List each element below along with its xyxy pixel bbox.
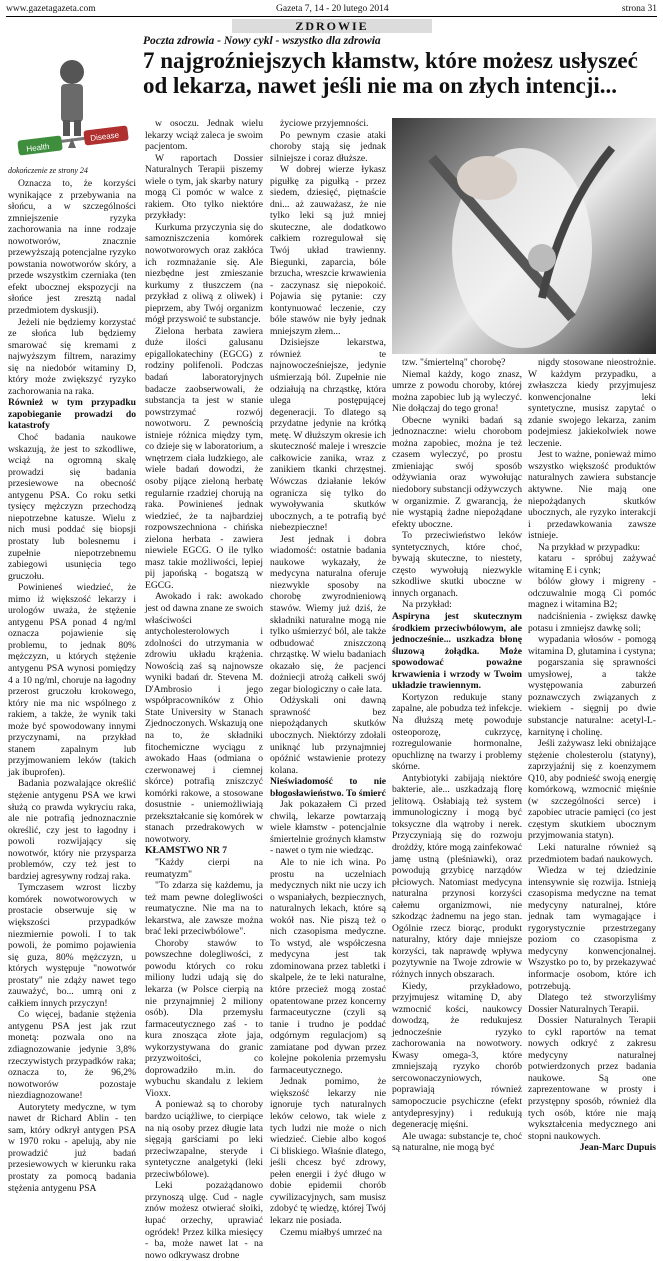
paragraph: "Każdy cierpi na reumatyzm"	[145, 857, 263, 880]
paragraph: KŁAMSTWO NR 7	[145, 845, 228, 857]
paragraph: W dobrej wierze łykasz pigułkę za pigułką - przez siedem, dziesięć, piętnaście dni... aż zauważasz, że nie tylko leki są już mniej skuteczne, ale dodatkowo całkiem rozregulował się Twój układ trawienny. Biegunki, zaparcia, bóle brzucha, wreszcie krwawienia - zaczynasz się niepokoić. Pojawia się pytanie: czy kontynuować leczenie, czy bóle stawów nie były jednak mniejszym złem...	[270, 164, 386, 337]
paragraph: Dzisiejsze lekarstwa, również te najnowocześniejsze, jedynie uśmierzają ból. Zupełnie nie odziałują na chrząstkę, która ulega postępującej degeneracji. To dlatego są przydatne jedynie na krótką metę. W dłuższym okresie ich skuteczność maleje i wreszcie całkowicie zanika, wraz z zanikiem tkanki chrzęstnej. Wówczas działanie leków ogranicza się tylko do wywoływania skutków ubocznych, a te potrafią być niebezpieczne!	[270, 337, 386, 534]
paragraph: w osoczu. Jednak wielu lekarzy wciąż zaleca je swoim pacjentom.	[145, 118, 263, 153]
paragraph: Wiedza w tej dziedzinie intensywnie się rozwija. Istnieją czasopisma medyczne na temat medycyny naturalnej, które jednak tam wymagające i rygorystycznie przestrzegany poziom co czasopisma z medycyny konwencjonalnej. Wszystko po to, by przekazywać informacje osobom, które ich potrzebują.	[528, 865, 656, 992]
paragraph: Kiedy, przykładowo, przyjmujesz witaminę D, aby wzmocnić kości, naukowcy dowodzą, że redukujesz jednocześnie ryzyko zachorowania na nowotwory. Kwasy omega-3, które zmniejszają ryzyko chorób sercowonaczyniowych, poprawiają również samopoczucie psychiczne (efekt antydepresyjny) i redukują degenerację mięśni.	[392, 980, 522, 1131]
paragraph: Czemu miałbyś umrzeć na	[280, 1226, 383, 1238]
paragraph: Kurkuma przyczynia się do samozniszczenia komórek nowotworowych oraz zakłóca ich rozmnażanie się. Ale niezbędne jest zmieszanie kurkumy z tłuszczem (na przykład z oliwą z oliwek) i pieprzem, aby Twój organizm mógł przyswoić te substancje.	[145, 221, 263, 326]
paragraph: Obecne wyniki badań są jednoznaczne: wielu chorobom można zapobiec, można je też czasem wyleczyć, po prostu zmieniając swój sposób odżywiania oraz wywołując niedobory substancji odżywczych w organizmie. Z gwarancją, że nie wystąpią żadne niepożądane efekty uboczne.	[392, 414, 523, 530]
paragraph: Jeśli zażywasz leki obniżające stężenie cholesterolu (statyny), zaprzyjaźnij się z koenzymem Q10, aby podnieść swoją energię komórkową, wzmocnić mięśnie (w szczególności serce) i zapobiec utracie pamięci (co jest częstym skutkiem ubocznym przyjmowania statyn).	[528, 738, 656, 842]
paragraph: To przeciwieństwo leków syntetycznych, które choć, bywają skuteczne, to niestety, często wywołują niezwykle szkodliwe skutki uboczne w innych organach.	[392, 530, 522, 599]
figure-label-disease: Disease	[89, 130, 120, 143]
paragraph: A ponieważ są to choroby bardzo uciążliwe, to cierpiące na nią osoby przez długie lata sięgają garściami po leki przeciwzapalne, steryde i syntetyczne analgetyki (leki przeciwbólowe).	[145, 1099, 263, 1180]
paragraph: Po pewnym czasie ataki choroby stają się jednak silniejsze i coraz dłuższe.	[270, 129, 386, 164]
paragraph: Co więcej, badanie stężenia antygenu PSA jest jak rzut monetą: pozwala ono na zdiagnozowanie jedynie 3,8% rzeczywistych przypadków raka; oznacza to, że 96,2% nowotworów pozostaje niezdiagnozowane!	[8, 1009, 136, 1102]
site-url[interactable]: www.gazetagazeta.com	[6, 4, 96, 14]
figure-caption: dokończenie ze strony 24	[8, 166, 88, 175]
paragraph: Leki naturalne również są przedmiotem badań naukowych.	[528, 841, 656, 865]
paragraph: Awokado i rak: awokado jest od dawna znane ze swoich właściwości antycholesterolowych i zdolności do utrzymania w zdrowiu układu krążenia. Nowością zaś są najnowsze wyniki badań dr. Stevena M. D'Ambrosio i jego współpracowników z Ohio State University w Stanach Zjednoczonych. Wskazują one na to, że składniki fitochemiczne wyciągu z awokado Haas (odmiana o czerwonawej i ciemnej skórce) potrafią zniszczyć komórki rakowe, a stosowane dosustnie - uniemożliwiają przekształcanie się komórek w stanach przedrakowych w nowotwory.	[145, 591, 264, 845]
paragraph: Oznacza to, że korzyści wynikające z przebywania na słońcu, a w szczególności zmniejszenie ryzyka zachorowania na inne rodzaje nowotworów, znacznie przewyższają potencjalne ryzyko powstania nowotworów skóry, a przede wszystkim czerniaka (ten efekt ubocznej ekspozycji na słońce jest zresztą nadal przedmiotem dyskusji).	[8, 178, 136, 317]
paragraph: Ale to nie ich wina. Po prostu na uczelniach medycznych nikt nie uczy ich o wspaniałych, bezpiecznych, naturalnych lekach, które są wokół nas. Nie piszą też o nich czasopisma medyczne. To wstyd, ale współczesna medycyna jest tak zdominowana przez tabletki i skalpele, że te leki naturalne, które przecież mogą zostać opatentowane przez koncerny farmaceutyczne (czyli są tanie i trudno je poddać odgórnym regulacjom) są zamiatane pod dywan przez kolejne pokolenia przemysłu farmaceutycznego.	[270, 857, 386, 1076]
column-4	[392, 357, 523, 1154]
paragraph: nadciśnienia - zwiększ dawkę potasu i zmniejsz dawkę soli;	[528, 611, 656, 634]
paragraph: Kortyzon redukuje stany zapalne, ale pobudza też infekcje. Na dłuższą metę powoduje osteoporozę, cukrzycę, rozregulowanie hormonalne, opuchliznę na twarzy i problemy skórne.	[392, 691, 522, 773]
paragraph: Choroby stawów to powszechne dolegliwości, z powodu których co roku miliony ludzi udają się do lekarza (w Polsce cierpią na nie przynajmniej 2 miliony osób). Dla przemysłu farmaceutycznego zaś - to kura znosząca złote jaja, wykorzystywana do granic przyzwoitości, co doprowadziło m.in. do wybuchu skandalu z lekiem Vioxx.	[145, 937, 263, 1099]
paragraph: pogarszania się sprawności umysłowej, a także występowania zaburzeń poznawczych związanych z wiekiem - sięgnij po dwie substancje naturalne: acetyl-L-karnitynę i cholinę.	[528, 657, 656, 738]
article-title: 7 najgroźniejszych kłamstw, które możesz usłyszeć od lekarza, nawet jeśli nie ma on złych intencji...	[143, 48, 638, 98]
paragraph: Na przykład:	[402, 599, 452, 611]
paragraph: Na przykład w przypadku:	[538, 541, 641, 553]
column-5	[528, 357, 656, 1154]
paragraph: Jeżeli nie będziemy korzystać ze słońca lub będziemy smarować się kremami z najwyższym filtrem, narazimy się na niedobór witaminy D, który może zwiększyć ryzyko zachorowania na raka.	[8, 316, 136, 397]
paragraph: Również w tym przypadku zapobieganie prowadzi do katastrofy	[8, 397, 136, 432]
paragraph: Nieświadomość to nie błogosławieństwo. To śmierć	[270, 776, 386, 799]
column-3	[270, 118, 386, 1238]
paragraph: Choć badania naukowe wskazują, że jest to szkodliwe, wciąż na ogromną skalę prowadzi się badania przesiewowe na obecność antygenu PSA. Co roku setki tysięcy mężczyzn przechodzą niepotrzebne katusze. Wielu z nich musi poddać się biopsji prostaty lub bolesnemu i zupełnie niepotrzebnemu zabiegowi usunięcia tego gruczołu.	[8, 432, 136, 582]
paragraph: kataru - spróbuj zażywać witaminę E i cynk;	[528, 553, 656, 576]
paragraph: wypadania włosów - pomogą witamina D, glutamina i cystyna;	[528, 634, 656, 657]
paragraph: Dlatego też stworzyliśmy Dossier Naturalnych Terapii.	[528, 992, 656, 1015]
paragraph: Ale uwaga: substancje te, choć są naturalne, nie mogą być	[392, 1130, 522, 1154]
paragraph: Badania pozwalające określić stężenie antygenu PSA we krwi służą co prawda wykryciu raka, ale nie potrafią jednoznacznie określić, czy jest to łagodny i powoli rozwijający się nowotwór, który nie przysparza problemów, czy też jest to bardziej agresywny rodzaj raka.	[8, 778, 136, 882]
paragraph: Tymczasem wzrost liczby komórek nowotworowych w prostacie obserwuje się w większości przypadków niezmiernie powoli. I to tak powoli, że pomimo pojawienia się guza, 80% mężczyzn, u których występuje "nowotwór prostaty" nie zdąży nawet tego zauważyć, bo... umrą oni z całkiem innych przyczyn!	[8, 882, 136, 1009]
doctor-photo-icon	[392, 118, 656, 354]
paragraph: tzw. "śmiertelną" chorobę?	[402, 357, 506, 368]
issue-info: Gazeta 7, 14 - 20 lutego 2014	[276, 4, 389, 14]
paragraph: Jean-Marc Dupuis	[579, 1142, 656, 1154]
column-1	[8, 178, 136, 1194]
paragraph: Leki pozażądanowo przynoszą ulgę. Cud - nagle znów możesz otwierać słoiki, łupać orzechy, uprawiać ogródek! Przez kilka miesięcy - ba, może nawet lat - na nowo odkrywasz drobne	[145, 1180, 263, 1261]
paragraph: Dossier Naturalnych Terapii to cykl raportów na temat nowych odkryć z zakresu medycyny naturalnej potwierdzonych przez badania naukowe. Są one zaprezentowane w prosty i przystępny sposób, również dla tych osób, które nie mają wykształcenia medycznego ani stopni naukowych.	[528, 1015, 656, 1142]
paragraph: bólów głowy i migreny - odczuwalnie mogą Ci pomóc magnez i witamina B2;	[528, 576, 656, 611]
page-header	[6, 2, 657, 16]
paragraph: W raportach Dossier Naturalnych Terapii piszemy wiele o tym, jak skarby natury mogą Ci pomóc w walce z rakiem. Oto tylko niektóre przykłady:	[145, 152, 263, 222]
paragraph: "To zdarza się każdemu, ja też mam pewne dolegliwości reumatyczne. Nie ma na to lekarstwa, ale zawsze można brać leki przeciwbólowe".	[145, 880, 263, 938]
article-photo	[392, 118, 656, 354]
page-number: strona 31	[621, 4, 657, 14]
column-2	[145, 118, 264, 1261]
figure-label-health: Health	[25, 141, 50, 154]
paragraph: Zielona herbata zawiera duże ilości galusanu epigallokatechiny (EGCG) z rodziny polifenoli. Podczas badań laboratoryjnych badacze zaobserwowali, że substancja ta jest w stanie powstrzymać rozwój nowotworu. Z pewnością istnieje różnica między tym, co dzieje się w laboratorium, a wnętrzem ciała ludzkiego, ale wiele badań dowodzi, że osoby pijące zieloną herbatę regularnie rzadziej chorują na raka. Powinieneś jednak wiedzieć, że ta najbardziej rozpowszechniona - chińska zielona herbata - zawiera niewiele EGCG. O ile tylko masz takie możliwości, lepiej pij japońską - bogatszą w EGCG.	[145, 325, 263, 591]
paragraph: nigdy stosowane nieostrożnie. W każdym przypadku, a zwłaszcza kiedy przyjmujesz konwencjonalne leki syntetyczne, musisz zapytać o zdanie swojego lekarza, zanim podejmiesz jakiekolwiek nowe leczenie.	[528, 357, 656, 449]
paragraph: Niemal każdy, kogo znasz, umrze z powodu choroby, której można zapobiec lub ją wyleczyć. Nie dołączaj do tego grona!	[392, 368, 522, 415]
paragraph: Aspiryna jest skutecznym środkiem przeciwbólowym, ale jednocześnie... uszkadza błonę śluzową żołądka. Może spowodować poważne krwawienia i wrzody w Twoim układzie trawiennym.	[392, 611, 522, 692]
section-label: ZDROWIE	[232, 19, 432, 33]
paragraph: życiowe przyjemności.	[280, 118, 369, 129]
paragraph: Jest to ważne, ponieważ mimo wszystko większość produktów naturalnych zawiera substancje aktywne. Nie mają one niepożądanych skutków ubocznych, ale ryzyko interakcji i przedawkowania zawsze istnieje.	[528, 449, 656, 542]
paragraph: Jest jednak i dobra wiadomość: ostatnie badania naukowe wykazały, że medycyna naturalna oferuje niezwykle sposoby na chorobę zwyrodnieniową stawów. Wiemy już dziś, że składniki naturalne mogą nie tylko uśmierzyć ból, ale także odbudować zniszczoną chrząstkę. W wielu badaniach okazało się, że pacjenci dożniecji atrożą całkeli swój zegar biologiczny o całe lata.	[270, 533, 386, 695]
paragraph: Jak pokazałem Ci przed chwilą, lekarze powtarzają wiele kłamstw - potencjalnie śmiertelnie groźnych kłamstw - nawet o tym nie wiedząc.	[270, 799, 386, 857]
paragraph: Jednak pomimo, że większość lekarzy nie ignoruje tych naturalnych leków celowo, tak wiele z tych ludzi nie może o nich wiedzieć. Ciebie albo kogoś Ci bliskiego. Właśnie dlatego, jeśli chcesz być zdrowy, pełen energii i żyć długo w dobie epidemii chorób cywilizacyjnych, sam musisz zdobyć tę wiedzę, której Twój lekarz nie posiada.	[270, 1076, 386, 1226]
paragraph: Antybiotyki zabijają niektóre bakterie, ale... uszkadzają florę jelitową. Osłabiają też system immunologiczny i mogą być toksyczne dla wątroby i nerek. Przyczyniają się do rozwoju drożdży, które mogą zainfekować jamę ustną (pleśniawki), oraz powodują grzybicę narządów płciowych. Natomiast medycyna naturalna przynosi korzyści całemu organizmowi, nie szkodząc żadnemu na jego stan. Ogólnie rzecz biorąc, produkt naturalny, który daje mniejsze korzyści, tak naprawdę wpływa pozytywnie na Twoje zdrowie w różnych innych obszarach.	[392, 772, 522, 980]
paragraph: Powinieneś wiedzieć, że mimo iż większość lekarzy i urologów uważa, że stężenie antygenu PSA ponad 4 ng/ml oznacza pojawienie się problemu, to jednak 80% mężczyzn, u których stężenie antygenu PSA wynosi pomiędzy 4 a 10 ng/ml, choruje na łagodny przerost gruczołu krokowego, który nie ma nic wspólnego z rakiem, a także, że wynik taki może być spowodowany innymi przyczynami, na przykład stanem zapalnym lub przyjmowaniem leków (takich jak ibuprofen).	[8, 582, 136, 778]
header-rule	[6, 16, 657, 17]
health-disease-figure	[8, 50, 136, 165]
article-kicker: Poczta zdrowia - Nowy cykl - wszystko dla zdrowia	[143, 35, 381, 47]
paragraph: Autorytety medyczne, w tym nawet dr Richard Ablin - ten sam, który odkrył antygen PSA w 1970 roku - apelują, aby nie prowadzić już badań przesiewowych w kierunku raka prostaty za pomocą badania stężenia antygenu PSA	[8, 1101, 136, 1194]
paragraph: Odżyskali oni dawną sprawność bez niepożądanych skutków ubocznych. Niektórzy zdołali uniknąć lub przynajmniej opóźnić wstawienie protezy kolana.	[270, 695, 386, 776]
